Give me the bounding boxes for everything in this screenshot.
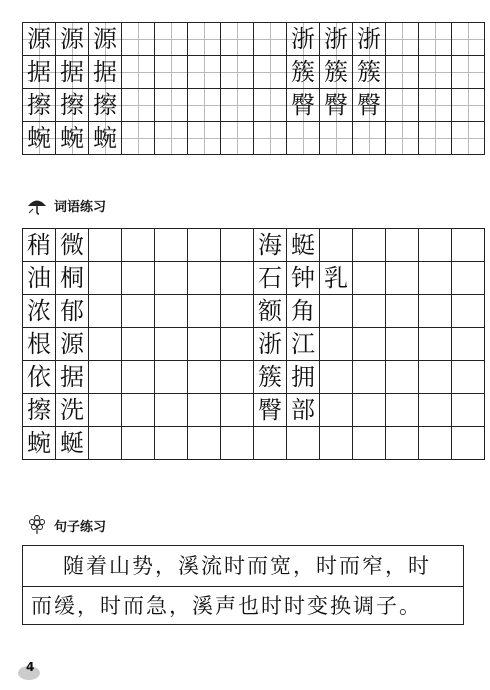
grid-cell [287,295,320,328]
grid-cell [155,229,188,262]
umbrella-icon [26,197,48,215]
grid-character: 源 [60,330,84,358]
grid-cell [386,229,419,262]
grid-cell [287,361,320,394]
grid-cell [254,229,287,262]
grid-cell [56,427,89,460]
practice-table [22,22,485,155]
grid-cell [188,361,221,394]
grid-cell [419,89,452,122]
grid-cell [320,328,353,361]
grid-character: 钟 [291,264,315,292]
grid-cell [188,23,221,56]
grid-character: 源 [60,25,84,53]
grid-cell [89,89,122,122]
grid-cell [452,122,485,155]
grid-cell [188,262,221,295]
grid-character: 拥 [291,363,315,391]
grid-cell [221,89,254,122]
grid-cell [89,56,122,89]
grid-cell [386,295,419,328]
grid-cell [386,89,419,122]
grid-cell [188,394,221,427]
grid-character: 桐 [60,264,84,292]
grid-cell [419,328,452,361]
grid-cell [23,56,56,89]
grid-character: 源 [27,25,51,53]
grid-cell [23,229,56,262]
grid-cell [452,328,485,361]
grid-character: 洗 [60,396,84,424]
page-number [26,660,34,674]
grid-character: 臀 [357,91,381,119]
grid-cell [320,229,353,262]
grid-cell [386,328,419,361]
grid-character: 臀 [291,91,315,119]
grid-cell [56,56,89,89]
grid-character: 微 [60,231,84,259]
grid-cell [56,328,89,361]
sentence-line-1: 随着山势，溪流时而宽，时而窄，时 [23,546,463,587]
word-practice-title: 词语练习 [54,200,107,215]
grid-cell [287,394,320,427]
grid-cell [122,427,155,460]
grid-cell [155,361,188,394]
grid-cell [452,295,485,328]
grid-cell [188,328,221,361]
grid-cell [287,89,320,122]
grid-cell [254,56,287,89]
grid-cell [452,56,485,89]
grid-character: 蜓 [291,231,315,259]
grid-cell [155,295,188,328]
grid-row [23,89,485,122]
grid-cell [89,361,122,394]
grid-cell [320,56,353,89]
grid-character: 擦 [60,91,84,119]
grid-row [23,56,485,89]
grid-cell [287,328,320,361]
grid-cell [353,361,386,394]
word-practice-grid [22,228,485,460]
grid-cell [221,122,254,155]
grid-cell [320,89,353,122]
grid-character: 浙 [357,25,381,53]
grid-cell [419,56,452,89]
grid-character: 蜿 [27,124,51,152]
grid-cell [155,427,188,460]
grid-character: 蜿 [27,429,51,457]
grid-cell [122,394,155,427]
grid-cell [254,23,287,56]
flower-icon [26,515,48,535]
grid-cell [122,89,155,122]
grid-cell [56,122,89,155]
grid-cell [452,361,485,394]
grid-cell [353,328,386,361]
grid-cell [320,122,353,155]
grid-cell [287,229,320,262]
grid-cell [221,361,254,394]
grid-cell [155,394,188,427]
grid-cell [353,229,386,262]
sentence-line-2: 而缓，时而急，溪声也时时变换调子。 [31,594,422,618]
grid-character: 臀 [324,91,348,119]
grid-cell [56,89,89,122]
grid-cell [122,262,155,295]
grid-cell [320,394,353,427]
grid-cell [23,23,56,56]
grid-cell [353,427,386,460]
grid-cell [221,262,254,295]
grid-cell [155,89,188,122]
sentence-box [22,545,464,625]
grid-row [23,328,485,361]
grid-cell [353,394,386,427]
grid-cell [122,122,155,155]
grid-cell [122,295,155,328]
grid-cell [254,262,287,295]
grid-cell [419,361,452,394]
grid-cell [386,56,419,89]
grid-cell [320,361,353,394]
grid-cell [155,122,188,155]
grid-character: 簇 [291,58,315,86]
grid-character: 稍 [27,231,51,259]
grid-cell [56,229,89,262]
grid-character: 据 [27,58,51,86]
grid-cell [23,122,56,155]
grid-cell [155,23,188,56]
grid-cell [23,89,56,122]
grid-cell [320,262,353,295]
grid-cell [221,229,254,262]
grid-cell [254,361,287,394]
grid-cell [386,361,419,394]
grid-cell [89,328,122,361]
grid-cell [122,328,155,361]
grid-character: 簇 [324,58,348,86]
grid-cell [221,394,254,427]
sentence-practice-header [26,515,106,535]
grid-cell [254,394,287,427]
grid-cell [320,23,353,56]
grid-cell [89,122,122,155]
grid-cell [254,295,287,328]
grid-character: 簇 [357,58,381,86]
grid-cell [419,229,452,262]
grid-cell [122,56,155,89]
grid-cell [254,122,287,155]
grid-cell [353,89,386,122]
grid-cell [386,262,419,295]
grid-cell [221,328,254,361]
grid-cell [23,295,56,328]
grid-cell [89,295,122,328]
grid-character: 据 [60,58,84,86]
grid-cell [254,427,287,460]
grid-cell [353,262,386,295]
grid-cell [419,262,452,295]
grid-cell [254,89,287,122]
grid-cell [23,427,56,460]
grid-cell [419,122,452,155]
grid-cell [287,122,320,155]
grid-cell [122,361,155,394]
grid-cell [56,262,89,295]
grid-cell [89,262,122,295]
grid-row [23,361,485,394]
grid-cell [188,122,221,155]
grid-row [23,262,485,295]
grid-cell [320,295,353,328]
grid-cell [188,229,221,262]
grid-row [23,295,485,328]
grid-cell [221,23,254,56]
grid-cell [452,89,485,122]
grid-character: 蜿 [93,124,117,152]
grid-character: 海 [258,231,282,259]
grid-cell [452,394,485,427]
grid-cell [254,328,287,361]
grid-cell [188,295,221,328]
grid-character: 乳 [324,264,348,292]
grid-cell [452,262,485,295]
grid-character: 擦 [93,91,117,119]
grid-cell [353,56,386,89]
grid-cell [353,122,386,155]
grid-cell [452,229,485,262]
grid-character: 郁 [60,297,84,325]
grid-cell [23,262,56,295]
grid-cell [353,23,386,56]
grid-cell [89,229,122,262]
grid-cell [353,295,386,328]
grid-character: 石 [258,264,282,292]
grid-character: 擦 [27,91,51,119]
grid-cell [287,427,320,460]
grid-character: 江 [291,330,315,358]
grid-cell [221,56,254,89]
grid-character: 据 [93,58,117,86]
character-practice-grid [22,22,485,155]
grid-row [23,122,485,155]
grid-cell [155,262,188,295]
grid-cell [188,56,221,89]
page-number-text: 4 [26,660,35,674]
grid-cell [419,295,452,328]
grid-character: 据 [60,363,84,391]
grid-cell [386,23,419,56]
grid-cell [122,229,155,262]
grid-character: 源 [93,25,117,53]
grid-cell [122,23,155,56]
word-table [22,228,485,460]
grid-row [23,23,485,56]
grid-character: 油 [27,264,51,292]
grid-cell [287,56,320,89]
grid-character: 浓 [27,297,51,325]
grid-cell [56,361,89,394]
grid-cell [56,295,89,328]
grid-cell [56,23,89,56]
grid-cell [386,394,419,427]
grid-cell [188,427,221,460]
grid-cell [287,262,320,295]
grid-cell [23,361,56,394]
grid-cell [386,122,419,155]
grid-cell [89,427,122,460]
grid-row [23,229,485,262]
grid-cell [23,394,56,427]
grid-character: 擦 [27,396,51,424]
grid-cell [452,23,485,56]
grid-character: 臀 [258,396,282,424]
grid-character: 角 [291,297,315,325]
grid-cell [386,427,419,460]
grid-character: 蜿 [60,124,84,152]
grid-cell [155,328,188,361]
grid-character: 浙 [258,330,282,358]
grid-cell [188,89,221,122]
grid-character: 蜒 [60,429,84,457]
grid-character: 额 [258,297,282,325]
grid-row [23,394,485,427]
grid-cell [56,394,89,427]
grid-row [23,427,485,460]
grid-cell [452,427,485,460]
grid-cell [155,56,188,89]
grid-character: 根 [27,330,51,358]
grid-cell [419,23,452,56]
grid-character: 部 [291,396,315,424]
sentence-practice-title: 句子练习 [54,519,107,535]
grid-character: 依 [27,363,51,391]
grid-cell [419,427,452,460]
grid-character: 簇 [258,363,282,391]
grid-cell [23,328,56,361]
grid-character: 浙 [324,25,348,53]
grid-cell [221,427,254,460]
grid-cell [320,427,353,460]
grid-cell [221,295,254,328]
word-practice-header [26,196,106,215]
grid-cell [419,394,452,427]
grid-cell [89,394,122,427]
grid-cell [89,23,122,56]
grid-cell [287,23,320,56]
grid-character: 浙 [291,25,315,53]
